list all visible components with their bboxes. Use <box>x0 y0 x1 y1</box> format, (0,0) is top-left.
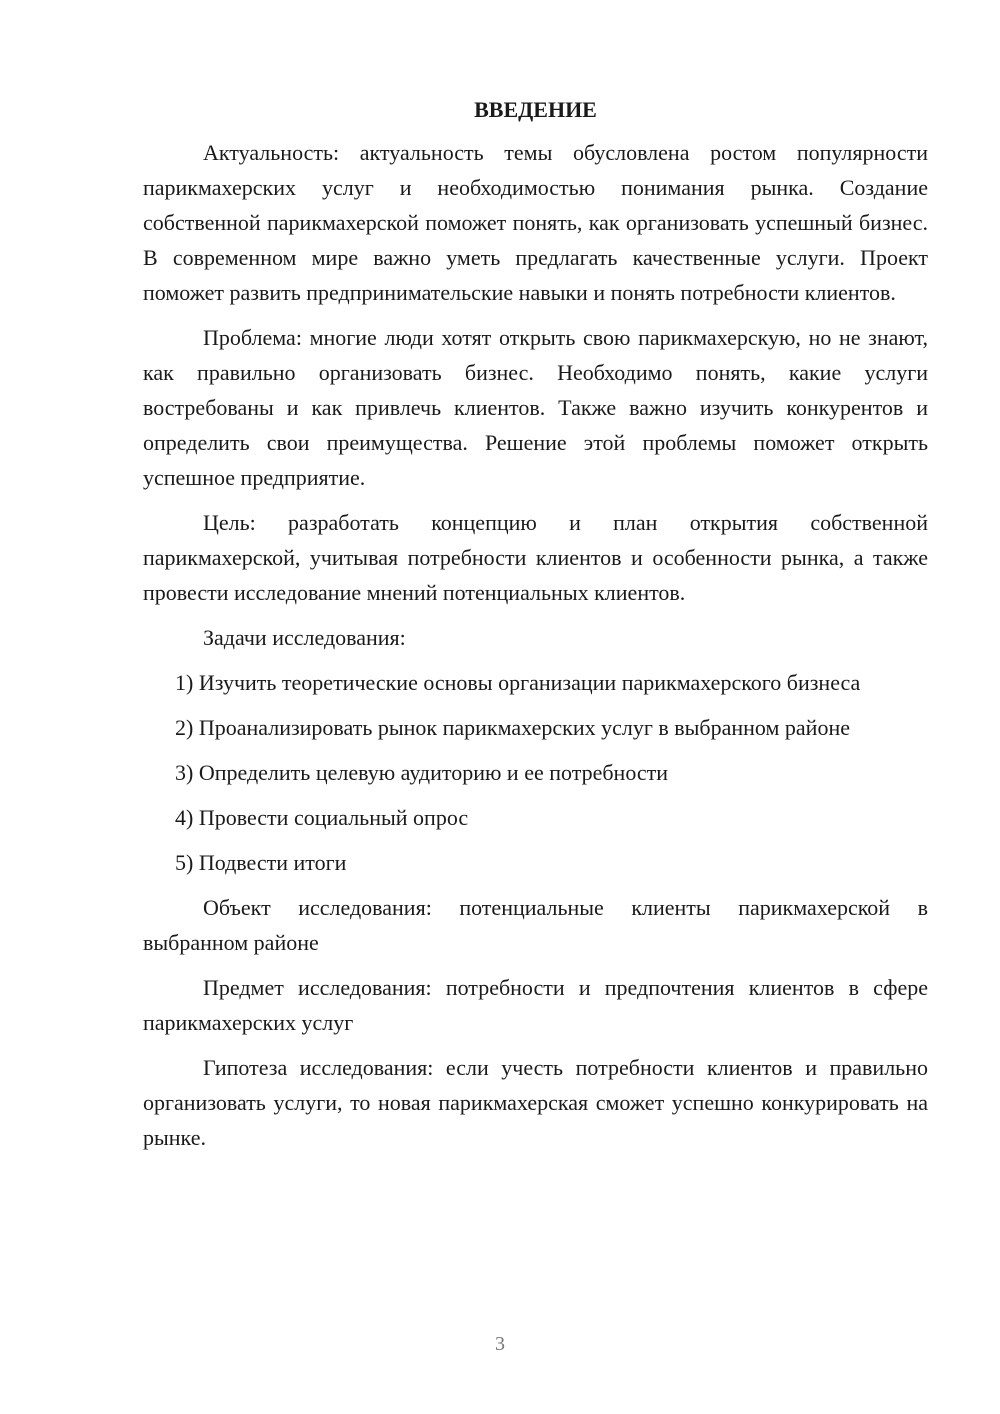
task-item-1: 1) Изучить теоретические основы организации парикмахерского бизнеса <box>175 670 861 695</box>
page-number: 3 <box>495 1333 505 1355</box>
section-title: ВВЕДЕНИЕ <box>474 97 597 122</box>
paragraph-subject: Предмет исследования: потребности и предпочтения клиентов в сфере парикмахерских услуг <box>143 975 928 1035</box>
paragraph-hypothesis: Гипотеза исследования: если учесть потребности клиентов и правильно организовать услуги, то новая парикмахерская сможет успешно конкурировать на рынке. <box>143 1055 928 1150</box>
task-item-5: 5) Подвести итоги <box>175 850 347 875</box>
paragraph-problem: Проблема: многие люди хотят открыть свою парикмахерскую, но не знают, как правильно организовать бизнес. Необходимо понять, какие услуги востребованы и как привлечь клиентов. Также важно изучить конкурентов и определить свои преимущества. Решение этой проблемы поможет открыть успешное предприятие. <box>143 325 928 490</box>
tasks-heading: Задачи исследования: <box>203 625 406 650</box>
task-item-4: 4) Провести социальный опрос <box>175 805 469 830</box>
paragraph-object: Объект исследования: потенциальные клиенты парикмахерской в выбранном районе <box>143 895 928 955</box>
task-item-3: 3) Определить целевую аудиторию и ее потребности <box>175 760 669 785</box>
document-page <box>143 92 928 1165</box>
paragraph-goal: Цель: разработать концепцию и план открытия собственной парикмахерской, учитывая потребности клиентов и особенности рынка, а также провести исследование мнений потенциальных клиентов. <box>143 510 928 605</box>
task-item-2: 2) Проанализировать рынок парикмахерских услуг в выбранном районе <box>175 715 850 740</box>
paragraph-relevance: Актуальность: актуальность темы обусловлена ростом популярности парикмахерских услуг и необходимостью понимания рынка. Создание собственной парикмахерской поможет понять, как организовать успешный бизнес. В современном мире важно уметь предлагать качественные услуги. Проект поможет развить предпринимательские навыки и понять потребности клиентов. <box>143 140 928 305</box>
